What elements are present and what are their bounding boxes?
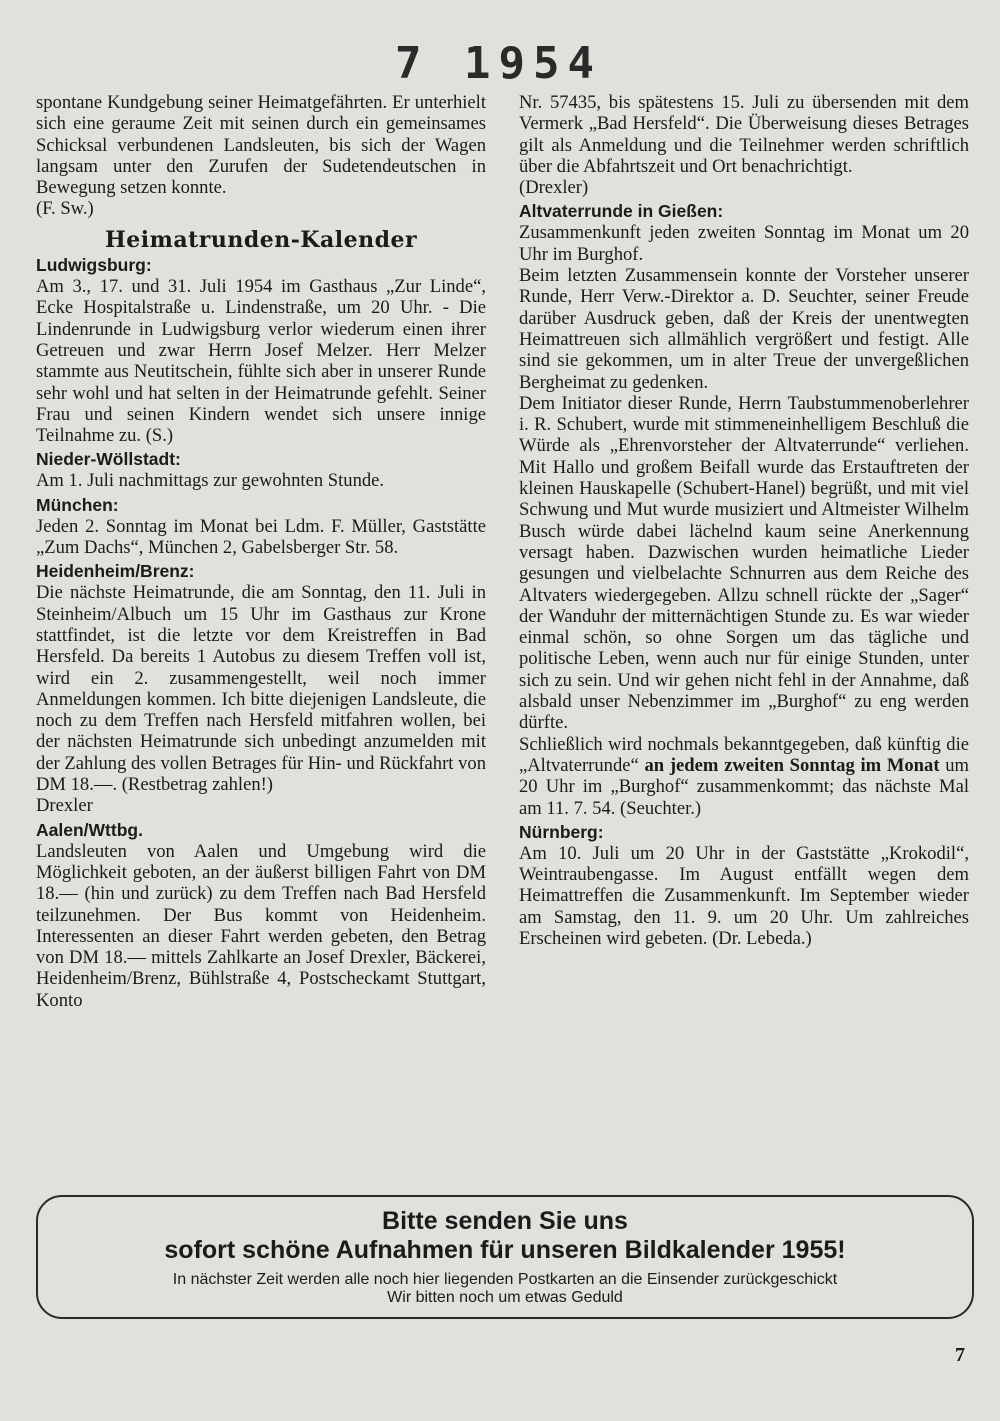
right-column — [519, 92, 969, 949]
heidenheim-title: Heidenheim/Brenz: — [36, 561, 195, 582]
page-number: 7 — [955, 1344, 965, 1366]
altvater-p4-bold: an jedem zweiten Sonntag im Monat — [644, 754, 940, 776]
nuernberg-title: Nürnberg: — [519, 821, 604, 842]
notice-line-3: In nächster Zeit werden alle noch hier liegenden Postkarten an die Einsender zurückgeschickt — [172, 1271, 838, 1288]
issue-stamp: 7 1954 — [395, 38, 602, 89]
notice-line-1: Bitte senden Sie uns — [382, 1207, 628, 1235]
muenchen-title: München: — [36, 494, 119, 515]
altvater-paragraph-3: Dem Initiator dieser Runde, Herrn Taubstummenoberlehrer i. R. Schubert, wurde mit stimmeneinhelligem Beschluß die Würde als „Ehrenvorsteher der Altvaterrunde“ verliehen. Mit Hallo und großem Beifall wurde das Erstauftreten der kleinen Hauskapelle (Schubert-Hanel) begrüßt, und mit viel Schwung und Mut wurde musiziert und Altmeister Wilhelm Busch würde dabei lächelnd kaum seine Anerkennung versagt haben. Dazwischen wurden heimatliche Lieder gesungen und vielbelachte Schnurren aus dem Reiche des Altvaters wiedergegeben. Allzu schnell rückte der „Sager“ der Wanduhr der mitternächtigen Stunde zu. Es war wieder einmal schön, so ohne Sorgen um das tägliche und politische Leben, wenn auch nur für einige Stunden, unter sich zu sein. Und wir gehen nicht fehl in der Annahme, daß alsbald unser Nebenzimmer im „Burghof“ zu eng werden dürfte. — [519, 392, 969, 734]
nuernberg-text: Am 10. Juli um 20 Uhr in der Gaststätte „Krokodil“, Weintraubengasse. Im August entfällt wegen dem Heimattreffen die Zusammenkunft. Im September wieder am Samstag, den 11. 9. um 20 Uhr. Um zahlreiches Erscheinen wird gebeten. (Dr. Lebeda.) — [519, 842, 969, 949]
altvater-p4-post: um 20 Uhr im „Burghof“ zusammenkommt; das nächste Mal am 11. 7. 54. (Seuchter.) — [519, 754, 969, 819]
altvater-title: Altvaterrunde in Gießen: — [519, 201, 724, 222]
ludwigsburg-text: Am 3., 17. und 31. Juli 1954 im Gasthaus „Zur Linde“, Ecke Hospitalstraße u. Lindenstraße, um 20 Uhr. - Die Lindenrunde in Ludwigsburg verlor wiederum einen ihrer Getreuen und zwar Herrn Josef Melzer. Herr Melzer stammte aus Neutitschein, fühlte sich aber in unserer Runde sehr wohl und hat selten in der Heimatrunde gefehlt. Seiner Frau und seinen Kindern wendet sich unsere innige Teilnahme zu. (S.) — [36, 276, 486, 447]
continued-signature: (Drexler) — [519, 177, 589, 199]
intro-signature: (F. Sw.) — [36, 198, 94, 220]
continued-text: Nr. 57435, bis spätestens 15. Juli zu übersenden mit dem Vermerk „Bad Hersfeld“. Die Überweisung dieses Betrages gilt als Anmeldung und die Teilnehmer werden schriftlich über die Abfahrtszeit und Ort benachrichtigt. — [519, 92, 969, 177]
photo-request-notice — [36, 1195, 974, 1319]
muenchen-text: Jeden 2. Sonntag im Monat bei Ldm. F. Müller, Gaststätte „Zum Dachs“, München 2, Gabelsberger Str. 58. — [36, 515, 486, 559]
heidenheim-signature: Drexler — [36, 795, 93, 817]
altvater-paragraph-2: Beim letzten Zusammensein konnte der Vorsteher unserer Runde, Herr Verw.-Direktor a. D. Seuchter, seiner Freude darüber Ausdruck geben, daß der Kreis der unentwegten Heimattreuen sich allmählich vergrößert und festigt. Alle sind sie gekommen, um in alter Treue der unvergeßlichen Bergheimat zu gedenken. — [519, 265, 969, 393]
aalen-title: Aalen/Wttbg. — [36, 819, 143, 840]
ludwigsburg-title: Ludwigsburg: — [36, 255, 152, 276]
heidenheim-text: Die nächste Heimatrunde, die am Sonntag, den 11. Juli in Steinheim/Albuch um 15 Uhr im Gasthaus zur Krone stattfindet, ist die letzte vor dem Kreistreffen in Bad Hersfeld. Da bereits 1 Autobus zu diesem Treffen voll ist, wird ein 2. zusammengestellt, weil noch immer Anmeldungen kommen. Ich bitte diejenigen Landsleute, die noch zu dem Treffen nach Hersfeld mitfahren wollen, bei der nächsten Heimatrunde sich unbedingt anzumelden mit der Zahlung des vollen Betrages für Hin- und Rückfahrt von DM 18.—. (Restbetrag zahlen!) — [36, 582, 486, 796]
intro-paragraph: spontane Kundgebung seiner Heimatgefährten. Er unterhielt sich eine geraume Zeit mit seinen durch ein gemeinsames Schicksal verbundenen Landsleuten, bis sich der Wagen langsam unter den Zurufen der Sudetendeutschen in Bewegung setzen konnte. — [36, 92, 486, 199]
altvater-paragraph-4 — [519, 734, 969, 819]
notice-line-2: sofort schöne Aufnahmen für unseren Bildkalender 1955! — [164, 1236, 846, 1264]
altvater-paragraph-1: Zusammenkunft jeden zweiten Sonntag im Monat um 20 Uhr im Burghof. — [519, 222, 969, 265]
altvater-p4-pre: Schließlich wird nochmals bekanntgegeben, daß künftig die „Altvaterrunde“ — [519, 733, 969, 776]
notice-line-4: Wir bitten noch um etwas Geduld — [387, 1289, 623, 1306]
nieder-woellstadt-title: Nieder-Wöllstadt: — [36, 449, 181, 470]
section-heading: Heimatrunden-Kalender — [104, 226, 418, 253]
aalen-text: Landsleuten von Aalen und Umgebung wird die Möglichkeit geboten, an der äußerst billigen Fahrt von DM 18.— (hin und zurück) zu dem Treffen nach Bad Hersfeld teilzunehmen. Der Bus kommt von Heidenheim. Interessenten an dieser Fahrt werden gebeten, den Betrag von DM 18.— mittels Zahlkarte an Josef Drexler, Bäckerei, Heidenheim/Brenz, Bühlstraße 4, Postscheckamt Stuttgart, Konto — [36, 840, 486, 1011]
nieder-woellstadt-text: Am 1. Juli nachmittags zur gewohnten Stunde. — [36, 470, 385, 492]
left-column — [36, 92, 486, 1011]
